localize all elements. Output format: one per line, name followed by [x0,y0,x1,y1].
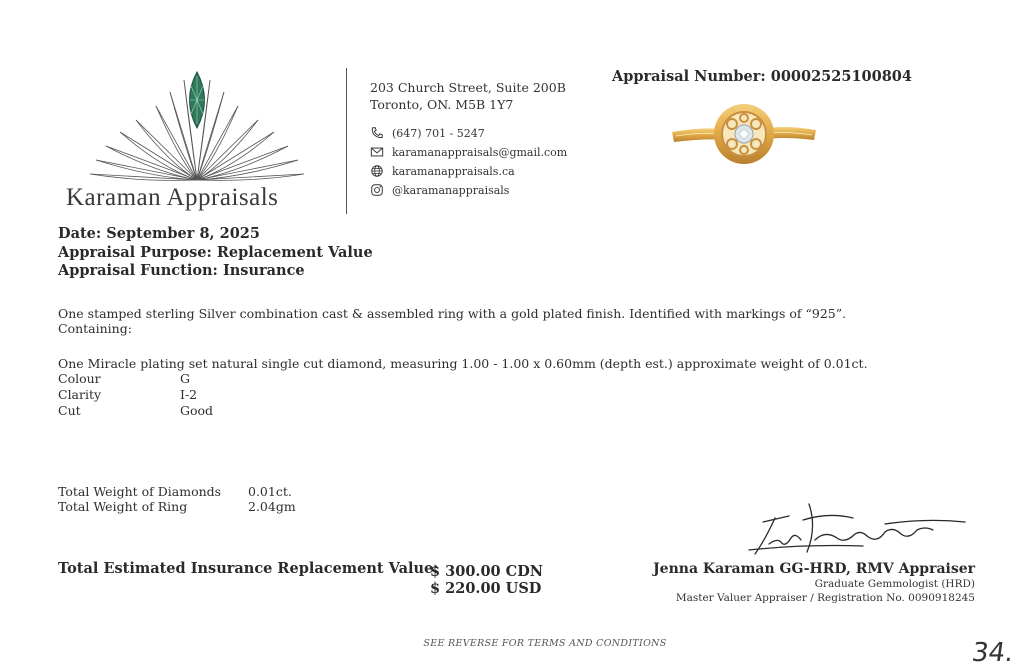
address-line-2: Toronto, ON. M5B 1Y7 [370,97,514,112]
phone-icon [370,126,384,140]
total-weight-label: Total Weight of Diamonds [58,484,222,499]
description-line-2: Containing: [58,321,132,336]
address-line-1: 203 Church Street, Suite 200B [370,80,566,95]
spec-value: Good [180,403,214,418]
total-weight-value: 0.01ct. [248,484,292,499]
email-text: karamanappraisals@gmail.com [392,145,568,159]
total-weight-label: Total Weight of Ring [58,499,188,514]
appraisal-number: Appraisal Number: 00002525100804 [612,68,912,85]
description-line-1: One stamped sterling Silver combination cast & assembled ring with a gold plated finish. Identified with markings of “925”. [58,306,847,321]
valuation-cdn: $ 300.00 CDN [430,563,544,580]
spec-label: Clarity [58,387,102,402]
contact-phone [370,126,485,140]
appraiser-title: Graduate Gemmologist (HRD) [814,578,975,590]
instagram-text: @karamanappraisals [392,183,510,197]
logo-wordmark: Karaman Appraisals [66,184,279,211]
valuation-label: Total Estimated Insurance Replacement Value: [58,560,439,577]
contact-instagram [370,183,509,197]
appraiser-name: Jenna Karaman GG-HRD, RMV Appraiser [653,561,975,577]
instagram-icon [370,183,384,197]
appraisal-date: Date: September 8, 2025 [58,225,260,242]
website-text: karamanappraisals.ca [392,164,515,178]
diamond-description: One Miracle plating set natural single cut diamond, measuring 1.00 - 1.00 x 0.60mm (depth est.) approximate weight of 0.01ct. [58,356,868,371]
spec-label: Cut [58,403,81,418]
spec-value: G [180,371,190,386]
total-weight-value: 2.04gm [248,499,296,514]
valuation-usd: $ 220.00 USD [430,580,542,597]
ring-photo [668,96,820,172]
appraisal-purpose: Appraisal Purpose: Replacement Value [58,244,373,261]
spec-label: Colour [58,371,101,386]
contact-website [370,164,515,178]
mail-icon [370,145,384,159]
appraiser-registration: Master Valuer Appraiser / Registration No. 0090918245 [675,592,975,604]
appraisal-function: Appraisal Function: Insurance [58,262,305,279]
spec-value: I-2 [180,387,198,402]
page-number: 34. [969,638,1016,668]
appraiser-signature [745,500,975,562]
header-divider [346,68,347,214]
terms-footer: SEE REVERSE FOR TERMS AND CONDITIONS [423,638,667,649]
globe-icon [370,164,384,178]
contact-email [370,145,567,159]
phone-text: (647) 701 - 5247 [392,126,485,140]
